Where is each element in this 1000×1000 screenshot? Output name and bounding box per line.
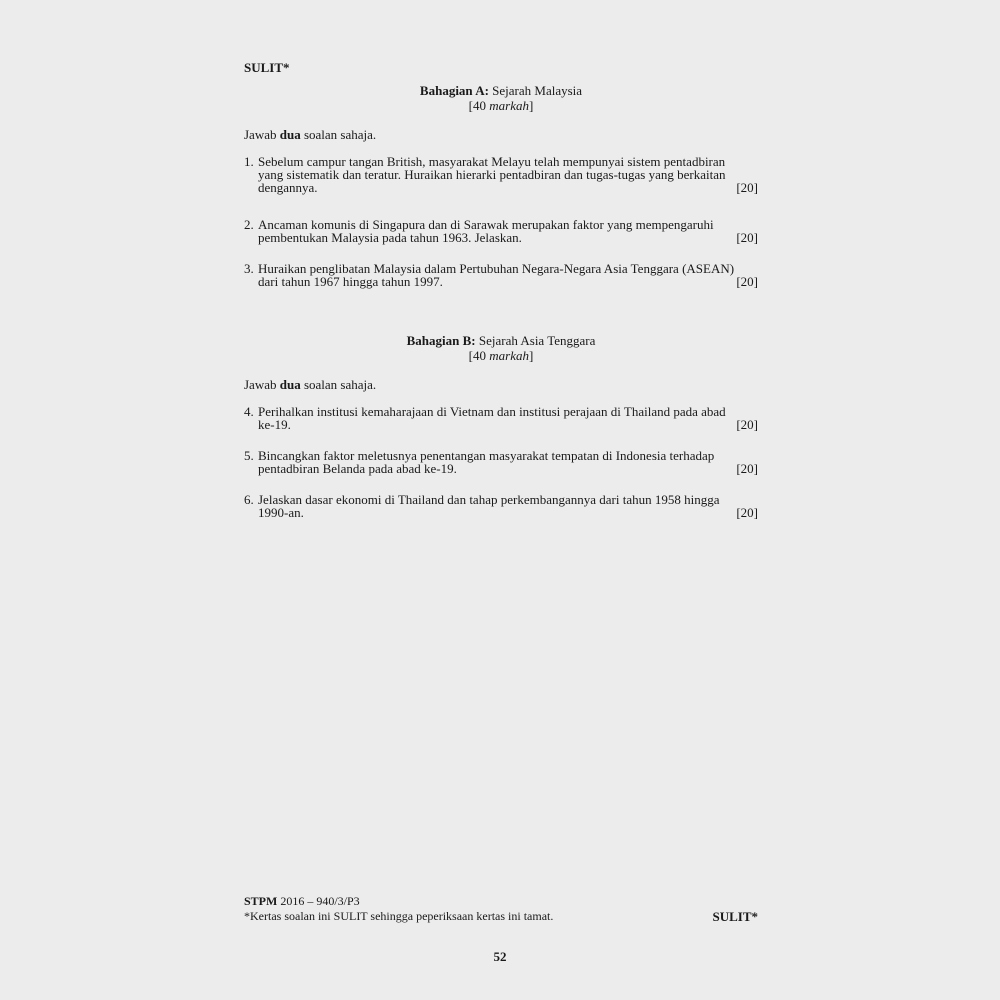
question-marks: [20] (736, 505, 758, 520)
section-b-instruction-post: soalan sahaja. (300, 377, 377, 392)
question-line: 1990-an. (258, 505, 304, 520)
question-4 (244, 405, 758, 431)
paper-code-bold: STPM (244, 894, 278, 908)
section-b-title-bold: Bahagian B: (406, 333, 476, 348)
question-number: 3. (244, 261, 254, 276)
question-last-line (258, 181, 758, 194)
section-b-instruction-pre: Jawab (244, 377, 280, 392)
section-b-instruction-bold: dua (279, 377, 301, 392)
question-line: dengannya. (258, 180, 318, 195)
question-5 (244, 449, 758, 475)
question-marks: [20] (736, 180, 758, 195)
question-text (258, 218, 758, 244)
section-a-title-rest: Sejarah Malaysia (488, 83, 583, 98)
section-b-total-marks (244, 348, 758, 363)
section-a-instruction-bold: dua (279, 127, 301, 142)
question-number: 5. (244, 448, 254, 463)
question-1 (244, 155, 758, 194)
question-text (258, 262, 758, 288)
section-a-marks-open: [40 (468, 98, 490, 113)
sulit-footer-label: SULIT* (712, 909, 758, 924)
confidential-note: *Kertas soalan ini SULIT sehingga peperiksaan kertas ini tamat. (244, 909, 554, 923)
question-text (258, 493, 758, 519)
section-a-instruction (244, 127, 376, 143)
question-line: ke-19. (258, 417, 291, 432)
question-line: Jelaskan dasar ekonomi di Thailand dan tahap perkembangannya dari tahun 1958 hingga (258, 492, 720, 507)
question-last-line (258, 462, 758, 475)
question-line: Sebelum campur tangan British, masyarakat Melayu telah mempunyai sistem pentadbiran (258, 154, 726, 169)
question-line: pembentukan Malaysia pada tahun 1963. Jelaskan. (258, 230, 522, 245)
section-b-marks-close: ] (528, 348, 534, 363)
question-last-line (258, 231, 758, 244)
question-last-line (258, 506, 758, 519)
section-b-marks-open: [40 (468, 348, 490, 363)
question-number: 6. (244, 492, 254, 507)
question-line: Huraikan penglibatan Malaysia dalam Pertubuhan Negara-Negara Asia Tenggara (ASEAN) (258, 261, 735, 276)
question-number: 1. (244, 154, 254, 169)
section-b-marks-word: markah (489, 348, 529, 363)
section-a-heading (244, 83, 758, 113)
question-line: Bincangkan faktor meletusnya penentangan masyarakat tempatan di Indonesia terhadap (258, 448, 715, 463)
section-b-heading (244, 333, 758, 363)
paper-code (244, 894, 360, 909)
question-line: dari tahun 1967 hingga tahun 1997. (258, 274, 443, 289)
section-a-instruction-post: soalan sahaja. (300, 127, 377, 142)
question-marks: [20] (736, 274, 758, 289)
section-b-title (244, 333, 758, 348)
question-line: Perihalkan institusi kemaharajaan di Vietnam dan institusi perajaan di Thailand pada abad (258, 404, 726, 419)
question-line: yang sistematik dan teratur. Huraikan hierarki pentadbiran dan tugas-tugas yang berkaitan (258, 167, 726, 182)
sulit-header-label: SULIT* (244, 60, 290, 75)
section-a-instruction-pre: Jawab (244, 127, 280, 142)
question-text (258, 449, 758, 475)
question-2 (244, 218, 758, 244)
section-a-total-marks (244, 98, 758, 113)
question-text (258, 155, 758, 194)
paper-code-rest: 2016 – 940/3/P3 (277, 894, 360, 908)
question-marks: [20] (736, 417, 758, 432)
section-b-instruction (244, 377, 376, 393)
question-last-line (258, 418, 758, 431)
section-a-title (244, 83, 758, 98)
question-text (258, 405, 758, 431)
page-number: 52 (493, 949, 507, 964)
section-a-marks-word: markah (489, 98, 529, 113)
section-b-title-rest: Sejarah Asia Tenggara (475, 333, 596, 348)
question-6 (244, 493, 758, 519)
section-a-marks-close: ] (528, 98, 534, 113)
question-marks: [20] (736, 461, 758, 476)
question-number: 2. (244, 217, 254, 232)
question-line: Ancaman komunis di Singapura dan di Sarawak merupakan faktor yang mempengaruhi (258, 217, 714, 232)
question-line: pentadbiran Belanda pada abad ke-19. (258, 461, 457, 476)
question-marks: [20] (736, 230, 758, 245)
section-a-title-bold: Bahagian A: (419, 83, 489, 98)
question-last-line (258, 275, 758, 288)
question-number: 4. (244, 404, 254, 419)
question-3 (244, 262, 758, 288)
